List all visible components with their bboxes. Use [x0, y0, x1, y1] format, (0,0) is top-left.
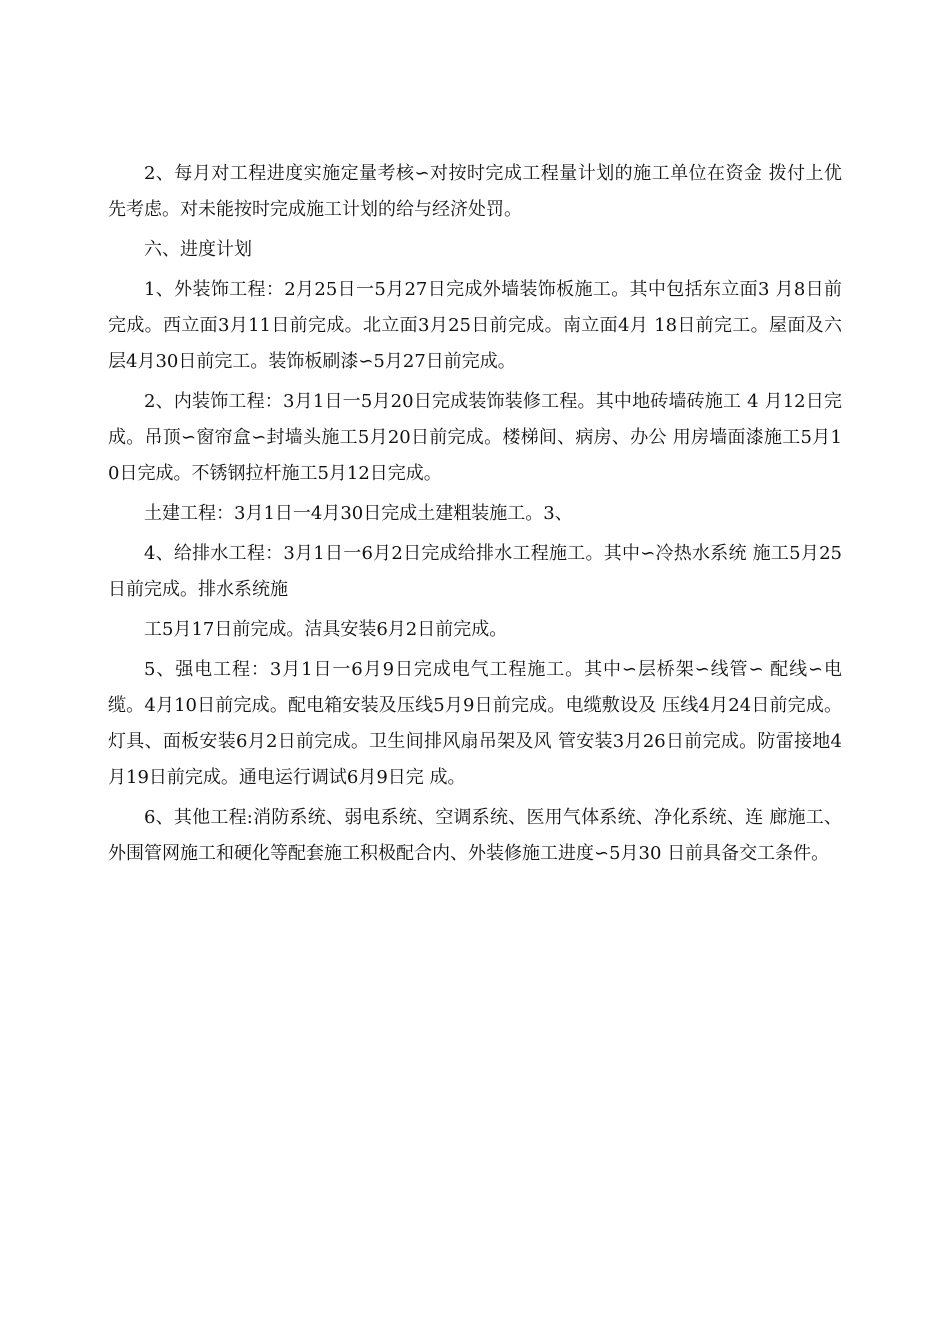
paragraph-electrical: 5、强电工程：3月1日一6月9日完成电气工程施工。其中∽层桥架∽线管∽ 配线∽电缆。4月10日前完成。配电箱安装及压线5月9日前完成。电缆敷设及 压线4月24日前完成。灯具、面板安装6月2日前完成。卫生间排风扇吊架及风 管安装3月26日前完成。防雷接地4月19日前完成。通电运行调试6月9日完 成。	[108, 659, 842, 788]
paragraph-progress-assessment: 2、每月对工程进度实施定量考核∽对按时完成工程量计划的施工单位在资金 拨付上优先考虑。对未能按时完成施工计划的给与经济处罚。	[108, 163, 842, 220]
paragraph-civil-works: 土建工程：3月1日一4月30日完成土建粗装施工。3、	[144, 503, 573, 524]
section-heading-schedule: 六、进度计划	[144, 239, 252, 260]
paragraph-interior-decoration: 2、内装饰工程：3月1日一5月20日完成装饰装修工程。其中地砖墙砖施工 4 月12日完成。吊顶∽窗帘盒∽封墙头施工5月20日前完成。楼梯间、病房、办公 用房墙面漆施工5月10日完成。不锈钢拉杆施工5月12日完成。	[108, 391, 842, 484]
paragraph-plumbing: 4、给排水工程：3月1日一6月2日完成给排水工程施工。其中∽冷热水系统 施工5月25日前完成。排水系统施	[108, 543, 842, 600]
paragraph-exterior-decoration: 1、外装饰工程：2月25日一5月27日完成外墙装饰板施工。其中包括东立面3 月8日前完成。西立面3月11日前完成。北立面3月25日前完成。南立面4月 18日前完工。屋面及六层4月30日前完工。装饰板刷漆∽5月27日前完成。	[108, 279, 842, 372]
paragraph-plumbing-continued: 工5月17日前完成。洁具安装6月2日前完成。	[144, 619, 508, 640]
document-body	[108, 156, 842, 872]
paragraph-other-works: 6、其他工程:消防系统、弱电系统、空调系统、医用气体系统、净化系统、连 廊施工、外围管网施工和硬化等配套施工积极配合内、外装修施工进度∽5月30 日前具备交工条件。	[108, 807, 842, 864]
